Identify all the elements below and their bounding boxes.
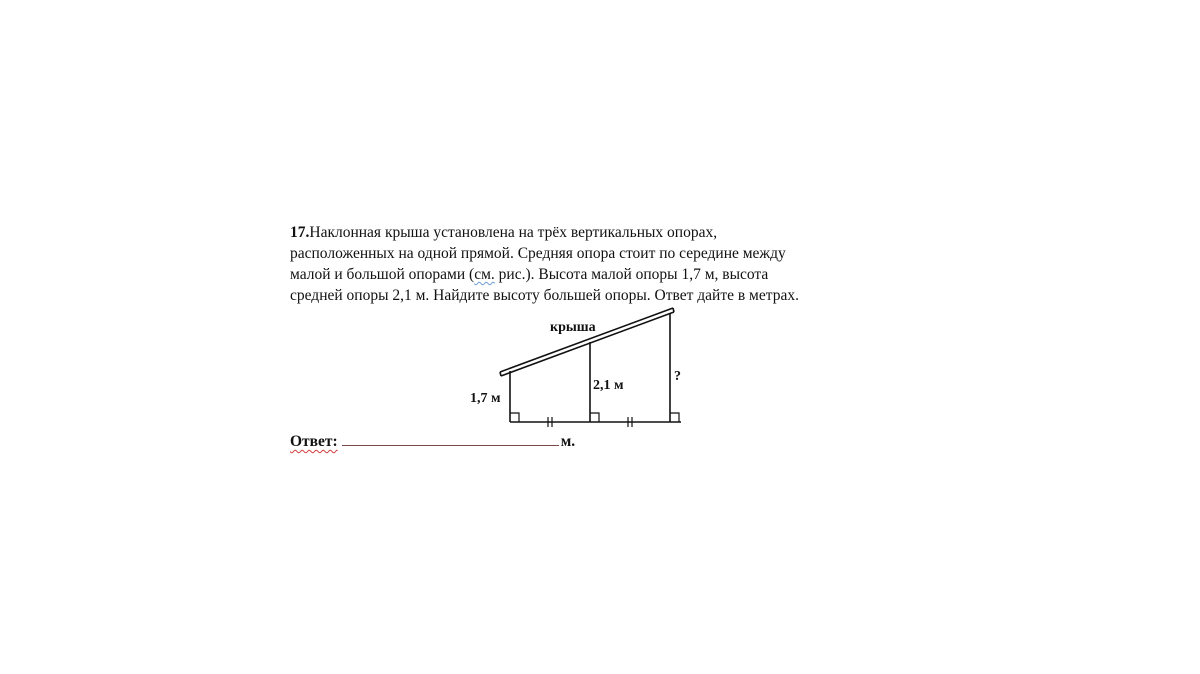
problem-number: 17.	[290, 224, 310, 241]
right-angle-mark-middle	[590, 413, 599, 422]
roof-line	[500, 308, 673, 372]
answer-label: Ответ:	[290, 433, 338, 450]
problem-line-3-end: рис.). Высота малой опоры 1,7 м, высота	[494, 266, 769, 283]
large-support-label: ?	[674, 369, 681, 384]
problem-line-2: расположенных на одной прямой. Средняя опора стоит по середине между	[290, 245, 786, 262]
roof-end-left	[500, 372, 501, 376]
spellcheck-word: см.	[474, 266, 495, 283]
right-angle-mark-large	[670, 413, 679, 422]
small-support-label: 1,7 м	[470, 391, 501, 406]
roof-end-right	[673, 308, 674, 312]
answer-blank-field[interactable]	[342, 431, 559, 446]
answer-unit: м.	[560, 433, 576, 450]
right-angle-mark-small	[510, 413, 519, 422]
problem-line-3-start: малой и большой опорами (	[290, 266, 475, 283]
problem-line-4: средней опоры 2,1 м. Найдите высоту большей опоры. Ответ дайте в метрах.	[290, 287, 799, 304]
middle-support-label: 2,1 м	[593, 378, 624, 393]
roof-label: крыша	[550, 320, 596, 335]
answer-line	[290, 431, 575, 451]
problem-line-1-text: Наклонная крыша установлена на трёх вертикальных опорах,	[309, 224, 718, 241]
